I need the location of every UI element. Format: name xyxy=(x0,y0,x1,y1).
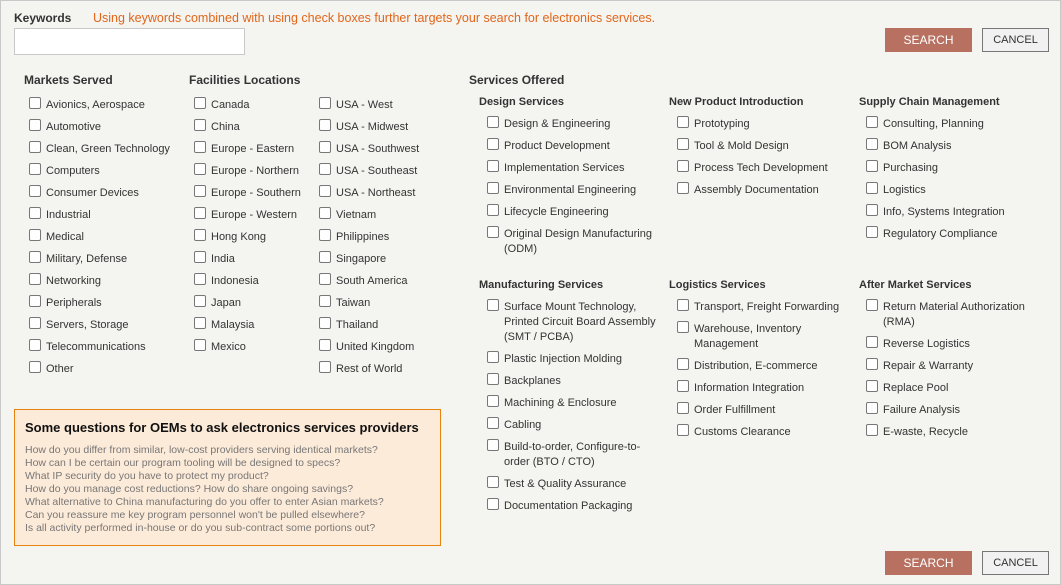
checkbox-item[interactable] xyxy=(194,208,301,223)
checkbox[interactable] xyxy=(487,476,499,488)
checkbox[interactable] xyxy=(677,299,689,311)
markets-title: Markets Served xyxy=(24,73,113,87)
checkbox[interactable] xyxy=(487,226,499,238)
checkbox-label: Environmental Engineering xyxy=(504,184,637,196)
checkbox-item[interactable] xyxy=(29,98,170,113)
checkbox-item[interactable] xyxy=(319,142,419,157)
search-button-top[interactable]: SEARCH xyxy=(885,28,972,52)
checkbox[interactable] xyxy=(194,251,206,263)
keywords-input[interactable] xyxy=(14,28,245,55)
checkbox[interactable] xyxy=(319,229,331,241)
checkbox-label: Purchasing xyxy=(883,162,939,174)
checkbox[interactable] xyxy=(487,160,499,172)
checkbox-label: Clean, Green Technology xyxy=(46,143,170,155)
checkbox-item[interactable] xyxy=(487,418,656,433)
checkbox-item[interactable] xyxy=(319,164,419,179)
checkbox-label: USA - Midwest xyxy=(336,121,409,133)
checkbox-label: Automotive xyxy=(46,121,102,133)
checkbox-item[interactable] xyxy=(677,183,828,198)
checkbox[interactable] xyxy=(319,207,331,219)
checkbox-label: Peripherals xyxy=(46,297,102,309)
checkbox[interactable] xyxy=(194,295,206,307)
design-services-list xyxy=(487,117,652,264)
question-item: How do you differ from similar, low-cost providers serving identical markets? xyxy=(25,444,378,456)
checkbox[interactable] xyxy=(319,163,331,175)
checkbox-label: Regulatory Compliance xyxy=(883,228,998,240)
checkbox-item[interactable] xyxy=(194,274,301,289)
checkbox[interactable] xyxy=(866,299,878,311)
checkbox[interactable] xyxy=(487,439,499,451)
checkbox[interactable] xyxy=(487,395,499,407)
checkbox-item[interactable] xyxy=(677,381,839,396)
checkbox[interactable] xyxy=(29,317,41,329)
checkbox-label: South America xyxy=(336,275,408,287)
checkbox-item[interactable] xyxy=(194,230,301,245)
checkbox-item[interactable] xyxy=(677,161,828,176)
checkbox-label: Information Integration xyxy=(694,382,805,394)
checkbox-item[interactable] xyxy=(866,425,1025,440)
checkbox-item[interactable] xyxy=(677,425,839,440)
logistics-list xyxy=(677,300,839,447)
checkbox-item[interactable] xyxy=(194,340,301,355)
checkbox[interactable] xyxy=(319,273,331,285)
checkbox-item[interactable] xyxy=(487,227,652,257)
checkbox[interactable] xyxy=(487,182,499,194)
manufacturing-title: Manufacturing Services xyxy=(479,279,604,291)
checkbox-item[interactable] xyxy=(866,381,1025,396)
manufacturing-list xyxy=(487,300,656,521)
checkbox-item[interactable] xyxy=(319,120,419,135)
checkbox-label: Philippines xyxy=(336,231,390,243)
checkbox-label: Mexico xyxy=(211,341,246,353)
checkbox-item[interactable] xyxy=(29,318,170,333)
checkbox[interactable] xyxy=(319,317,331,329)
checkbox[interactable] xyxy=(29,141,41,153)
npi-title: New Product Introduction xyxy=(669,96,804,108)
checkbox[interactable] xyxy=(866,380,878,392)
keywords-label: Keywords xyxy=(14,11,72,25)
checkbox[interactable] xyxy=(487,373,499,385)
checkbox-label: Surface Mount Technology, Printed Circuit Board Assembly (SMT / PCBA) xyxy=(504,301,656,343)
checkbox-label: USA - West xyxy=(336,99,393,111)
checkbox-item[interactable] xyxy=(677,359,839,374)
checkbox-item[interactable] xyxy=(194,318,301,333)
questions-title: Some questions for OEMs to ask electronics services providers xyxy=(25,420,419,435)
checkbox[interactable] xyxy=(866,160,878,172)
checkbox-item[interactable] xyxy=(487,374,656,389)
checkbox[interactable] xyxy=(29,339,41,351)
checkbox[interactable] xyxy=(319,119,331,131)
checkbox-item[interactable] xyxy=(487,161,652,176)
checkbox-item[interactable] xyxy=(487,352,656,367)
checkbox[interactable] xyxy=(29,361,41,373)
checkbox[interactable] xyxy=(194,119,206,131)
checkbox[interactable] xyxy=(194,163,206,175)
checkbox[interactable] xyxy=(677,380,689,392)
checkbox-label: Customs Clearance xyxy=(694,426,791,438)
checkbox-item[interactable] xyxy=(319,296,419,311)
checkbox-label: Transport, Freight Forwarding xyxy=(694,301,840,313)
checkbox[interactable] xyxy=(677,160,689,172)
checkbox-label: Tool & Mold Design xyxy=(694,140,789,152)
checkbox[interactable] xyxy=(29,273,41,285)
checkbox-item[interactable] xyxy=(29,362,170,377)
checkbox[interactable] xyxy=(319,141,331,153)
supply-chain-list xyxy=(866,117,1005,249)
checkbox-item[interactable] xyxy=(194,296,301,311)
checkbox[interactable] xyxy=(866,402,878,414)
checkbox-label: Documentation Packaging xyxy=(504,500,633,512)
checkbox-label: Logistics xyxy=(883,184,926,196)
checkbox-label: Europe - Western xyxy=(211,209,298,221)
checkbox-label: Plastic Injection Molding xyxy=(504,353,623,365)
checkbox-item[interactable] xyxy=(319,340,419,355)
checkbox-label: Taiwan xyxy=(336,297,371,309)
checkbox-item[interactable] xyxy=(29,120,170,135)
checkbox-item[interactable] xyxy=(866,205,1005,220)
checkbox[interactable] xyxy=(29,97,41,109)
checkbox-item[interactable] xyxy=(194,186,301,201)
checkbox-item[interactable] xyxy=(677,139,828,154)
checkbox-item[interactable] xyxy=(29,252,170,267)
checkbox[interactable] xyxy=(487,417,499,429)
checkbox-item[interactable] xyxy=(29,186,170,201)
checkbox-item[interactable] xyxy=(194,252,301,267)
markets-list xyxy=(29,98,170,384)
checkbox[interactable] xyxy=(29,185,41,197)
checkbox-label: Canada xyxy=(211,99,250,111)
checkbox-label: Warehouse, Inventory Management xyxy=(694,323,802,350)
checkbox-item[interactable] xyxy=(866,337,1025,352)
questions-list xyxy=(25,444,430,535)
checkbox-label: Europe - Northern xyxy=(211,165,300,177)
checkbox-item[interactable] xyxy=(866,139,1005,154)
checkbox[interactable] xyxy=(194,207,206,219)
checkbox-item[interactable] xyxy=(487,499,656,514)
checkbox-item[interactable] xyxy=(29,208,170,223)
checkbox[interactable] xyxy=(487,299,499,311)
checkbox[interactable] xyxy=(194,141,206,153)
checkbox[interactable] xyxy=(866,182,878,194)
checkbox[interactable] xyxy=(677,358,689,370)
facilities-title: Facilities Locations xyxy=(189,73,301,87)
checkbox-label: Malaysia xyxy=(211,319,255,331)
checkbox-label: Machining & Enclosure xyxy=(504,397,617,409)
checkbox[interactable] xyxy=(29,295,41,307)
checkbox-item[interactable] xyxy=(319,98,419,113)
checkbox-item[interactable] xyxy=(319,208,419,223)
checkbox[interactable] xyxy=(677,321,689,333)
checkbox[interactable] xyxy=(866,336,878,348)
checkbox[interactable] xyxy=(194,339,206,351)
cancel-button-top[interactable]: CANCEL xyxy=(982,28,1049,52)
checkbox-item[interactable] xyxy=(194,98,301,113)
checkbox[interactable] xyxy=(29,119,41,131)
checkbox-label: Product Development xyxy=(504,140,610,152)
checkbox-item[interactable] xyxy=(677,117,828,132)
checkbox-label: Singapore xyxy=(336,253,387,265)
aftermarket-list xyxy=(866,300,1025,447)
checkbox-item[interactable] xyxy=(319,318,419,333)
checkbox[interactable] xyxy=(487,138,499,150)
checkbox-item[interactable] xyxy=(866,300,1025,330)
question-item: How can I be certain our program tooling will be designed to specs? xyxy=(25,457,341,469)
questions-box xyxy=(14,409,441,546)
checkbox-item[interactable] xyxy=(866,403,1025,418)
checkbox-item[interactable] xyxy=(487,117,652,132)
checkbox-item[interactable] xyxy=(194,142,301,157)
checkbox[interactable] xyxy=(677,402,689,414)
checkbox[interactable] xyxy=(677,138,689,150)
checkbox-label: United Kingdom xyxy=(336,341,415,353)
checkbox[interactable] xyxy=(29,207,41,219)
checkbox-label: Other xyxy=(46,363,74,375)
checkbox-item[interactable] xyxy=(866,117,1005,132)
checkbox-label: BOM Analysis xyxy=(883,140,952,152)
checkbox-label: USA - Southwest xyxy=(336,143,420,155)
checkbox-label: Cabling xyxy=(504,419,542,431)
checkbox-label: Info, Systems Integration xyxy=(883,206,1005,218)
checkbox-label: Test & Quality Assurance xyxy=(504,478,627,490)
checkbox-label: Implementation Services xyxy=(504,162,625,174)
checkbox-item[interactable] xyxy=(194,164,301,179)
checkbox-label: Telecommunications xyxy=(46,341,146,353)
checkbox-item[interactable] xyxy=(487,139,652,154)
checkbox-item[interactable] xyxy=(677,300,839,315)
checkbox-label: Order Fulfillment xyxy=(694,404,776,416)
aftermarket-title: After Market Services xyxy=(859,279,972,291)
checkbox-label: Design & Engineering xyxy=(504,118,611,130)
checkbox-label: Avionics, Aerospace xyxy=(46,99,145,111)
checkbox-label: Reverse Logistics xyxy=(883,338,970,350)
facilities-list-2 xyxy=(319,98,419,384)
checkbox-item[interactable] xyxy=(319,252,419,267)
checkbox-label: Rest of World xyxy=(336,363,403,375)
checkbox-label: Europe - Southern xyxy=(211,187,301,199)
checkbox-item[interactable] xyxy=(319,186,419,201)
checkbox-item[interactable] xyxy=(319,230,419,245)
checkbox-label: Original Design Manufacturing (ODM) xyxy=(504,228,652,255)
checkbox-label: Consumer Devices xyxy=(46,187,139,199)
checkbox[interactable] xyxy=(487,116,499,128)
checkbox-label: Replace Pool xyxy=(883,382,949,394)
question-item: Can you reassure me key program personnel won't be pulled elsewhere? xyxy=(25,509,365,521)
checkbox[interactable] xyxy=(866,116,878,128)
checkbox-label: Industrial xyxy=(46,209,91,221)
checkbox[interactable] xyxy=(866,204,878,216)
services-title: Services Offered xyxy=(469,73,565,87)
checkbox[interactable] xyxy=(319,97,331,109)
checkbox-label: Hong Kong xyxy=(211,231,267,243)
checkbox-item[interactable] xyxy=(866,359,1025,374)
checkbox-label: USA - Southeast xyxy=(336,165,418,177)
checkbox-item[interactable] xyxy=(29,230,170,245)
checkbox-item[interactable] xyxy=(487,183,652,198)
checkbox[interactable] xyxy=(319,185,331,197)
checkbox-label: Failure Analysis xyxy=(883,404,961,416)
checkbox-label: Lifecycle Engineering xyxy=(504,206,609,218)
checkbox-label: Backplanes xyxy=(504,375,561,387)
checkbox-label: India xyxy=(211,253,235,265)
checkbox-item[interactable] xyxy=(866,227,1005,242)
checkbox-item[interactable] xyxy=(866,161,1005,176)
checkbox-label: E-waste, Recycle xyxy=(883,426,968,438)
logistics-title: Logistics Services xyxy=(669,279,766,291)
checkbox-label: Distribution, E-commerce xyxy=(694,360,818,372)
checkbox-label: Prototyping xyxy=(694,118,750,130)
checkbox[interactable] xyxy=(194,273,206,285)
checkbox-item[interactable] xyxy=(677,403,839,418)
checkbox-label: China xyxy=(211,121,240,133)
checkbox-item[interactable] xyxy=(29,274,170,289)
checkbox[interactable] xyxy=(866,138,878,150)
cancel-button-bottom[interactable]: CANCEL xyxy=(982,551,1049,575)
checkbox-item[interactable] xyxy=(677,322,839,352)
checkbox-label: Indonesia xyxy=(211,275,259,287)
question-item: What alternative to China manufacturing do you offer to enter Asian markets? xyxy=(25,496,384,508)
checkbox-item[interactable] xyxy=(29,296,170,311)
checkbox-label: USA - Northeast xyxy=(336,187,416,199)
checkbox-label: Consulting, Planning xyxy=(883,118,984,130)
checkbox[interactable] xyxy=(194,317,206,329)
npi-list xyxy=(677,117,828,205)
checkbox-label: Medical xyxy=(46,231,84,243)
supply-chain-title: Supply Chain Management xyxy=(859,96,1000,108)
checkbox[interactable] xyxy=(487,204,499,216)
checkbox-label: Thailand xyxy=(336,319,379,331)
checkbox-item[interactable] xyxy=(866,183,1005,198)
checkbox[interactable] xyxy=(319,295,331,307)
checkbox-label: Repair & Warranty xyxy=(883,360,974,372)
checkbox-label: Military, Defense xyxy=(46,253,128,265)
checkbox[interactable] xyxy=(866,226,878,238)
design-services-title: Design Services xyxy=(479,96,564,108)
checkbox[interactable] xyxy=(319,251,331,263)
checkbox-item[interactable] xyxy=(487,440,656,470)
question-item: How do you manage cost reductions? How do share ongoing savings? xyxy=(25,483,354,495)
checkbox-item[interactable] xyxy=(194,120,301,135)
checkbox-item[interactable] xyxy=(29,164,170,179)
checkbox-item[interactable] xyxy=(319,274,419,289)
checkbox[interactable] xyxy=(487,351,499,363)
keywords-hint: Using keywords combined with using check boxes further targets your search for electronics services. xyxy=(93,11,656,25)
checkbox-label: Return Material Authorization (RMA) xyxy=(883,301,1025,328)
checkbox-label: Build-to-order, Configure-to- order (BTO / CTO) xyxy=(504,441,641,468)
checkbox-label: Vietnam xyxy=(336,209,377,221)
checkbox[interactable] xyxy=(866,424,878,436)
checkbox-label: Networking xyxy=(46,275,102,287)
checkbox[interactable] xyxy=(29,163,41,175)
checkbox-label: Europe - Eastern xyxy=(211,143,295,155)
search-button-bottom[interactable]: SEARCH xyxy=(885,551,972,575)
checkbox-item[interactable] xyxy=(29,142,170,157)
checkbox-item[interactable] xyxy=(487,300,656,345)
checkbox-item[interactable] xyxy=(487,205,652,220)
checkbox-label: Servers, Storage xyxy=(46,319,129,331)
checkbox[interactable] xyxy=(677,182,689,194)
checkbox[interactable] xyxy=(194,97,206,109)
checkbox[interactable] xyxy=(677,116,689,128)
facilities-list-1 xyxy=(194,98,301,362)
checkbox[interactable] xyxy=(194,229,206,241)
checkbox[interactable] xyxy=(487,498,499,510)
checkbox[interactable] xyxy=(29,251,41,263)
checkbox-label: Japan xyxy=(211,297,241,309)
checkbox-label: Process Tech Development xyxy=(694,162,828,174)
checkbox-item[interactable] xyxy=(29,340,170,355)
checkbox[interactable] xyxy=(319,361,331,373)
checkbox-item[interactable] xyxy=(487,396,656,411)
question-item: What IP security do you have to protect my product? xyxy=(25,470,269,482)
checkbox-label: Assembly Documentation xyxy=(694,184,819,196)
checkbox[interactable] xyxy=(677,424,689,436)
checkbox-item[interactable] xyxy=(487,477,656,492)
checkbox-item[interactable] xyxy=(319,362,419,377)
checkbox[interactable] xyxy=(319,339,331,351)
checkbox-label: Computers xyxy=(46,165,100,177)
checkbox[interactable] xyxy=(866,358,878,370)
checkbox[interactable] xyxy=(29,229,41,241)
question-item: Is all activity performed in-house or do you sub-contract some portions out? xyxy=(25,522,376,534)
checkbox[interactable] xyxy=(194,185,206,197)
